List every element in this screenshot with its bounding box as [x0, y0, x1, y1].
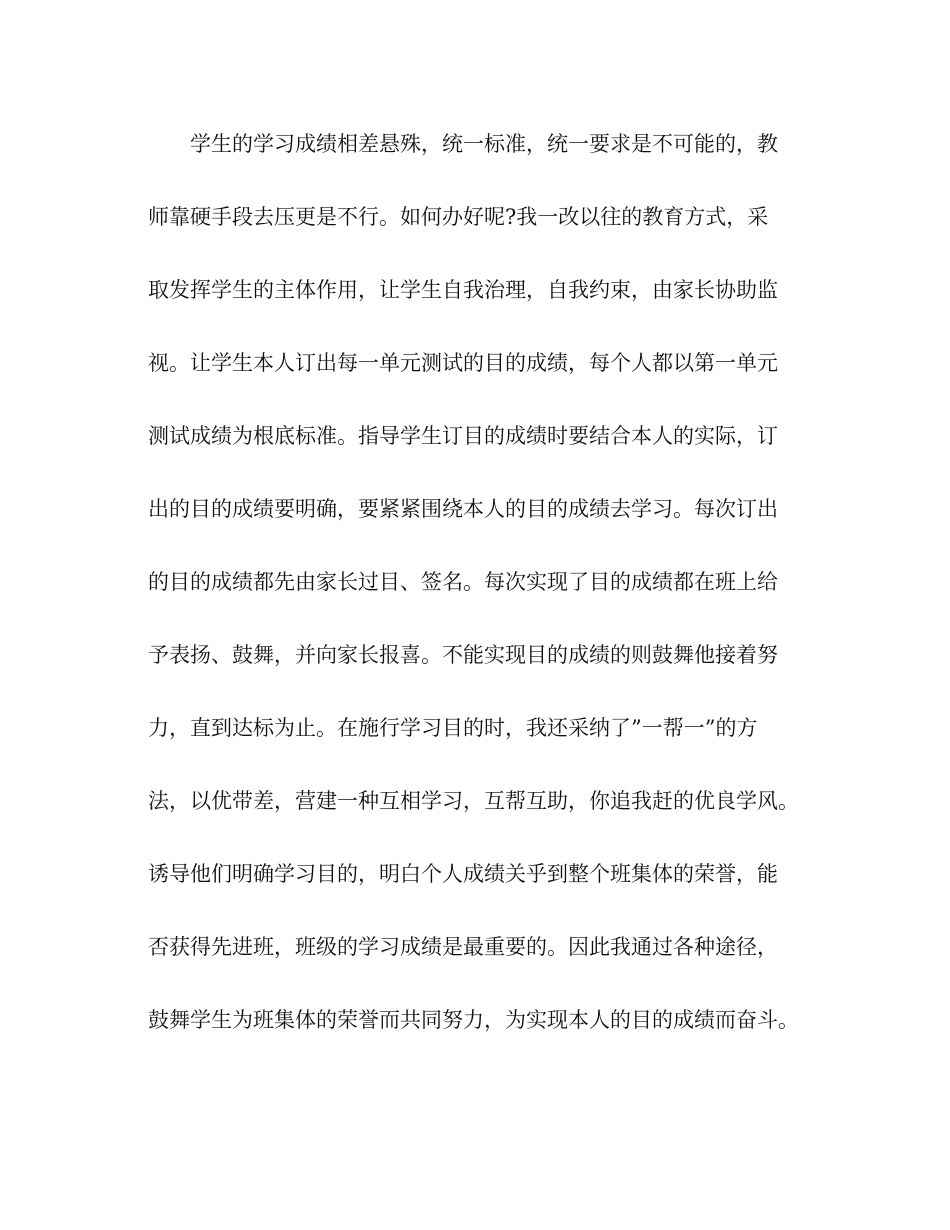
text-line: 法，以优带差，营建一种互相学习，互帮互助，你追我赶的优良学风。 [148, 789, 799, 813]
text-line: 视。让学生本人订出每一单元测试的目的成绩，每个人都以第一单元 [148, 351, 778, 375]
text-line: 测试成绩为根底标准。指导学生订目的成绩时要结合本人的实际，订 [148, 424, 778, 448]
text-line: 取发挥学生的主体作用，让学生自我治理，自我约束，由家长协助监 [148, 278, 778, 302]
text-line: 诱导他们明确学习目的，明白个人成绩关乎到整个班集体的荣誉，能 [148, 862, 778, 886]
text-line: 出的目的成绩要明确，要紧紧围绕本人的目的成绩去学习。每次订出 [148, 497, 778, 521]
text-line: 学生的学习成绩相差悬殊，统一标准，统一要求是不可能的，教 [190, 132, 778, 156]
text-line: 力，直到达标为止。在施行学习目的时，我还采纳了”一帮一”的方 [148, 716, 758, 740]
text-line: 否获得先进班，班级的学习成绩是最重要的。因此我通过各种途径， [148, 935, 778, 959]
text-line: 的目的成绩都先由家长过目、签名。每次实现了目的成绩都在班上给 [148, 570, 778, 594]
text-line: 鼓舞学生为班集体的荣誉而共同努力，为实现本人的目的成绩而奋斗。 [148, 1008, 799, 1032]
text-line: 师靠硬手段去压更是不行。如何办好呢?我一改以往的教育方式，采 [148, 205, 769, 229]
text-line: 予表扬、鼓舞，并向家长报喜。不能实现目的成绩的则鼓舞他接着努 [148, 643, 778, 667]
